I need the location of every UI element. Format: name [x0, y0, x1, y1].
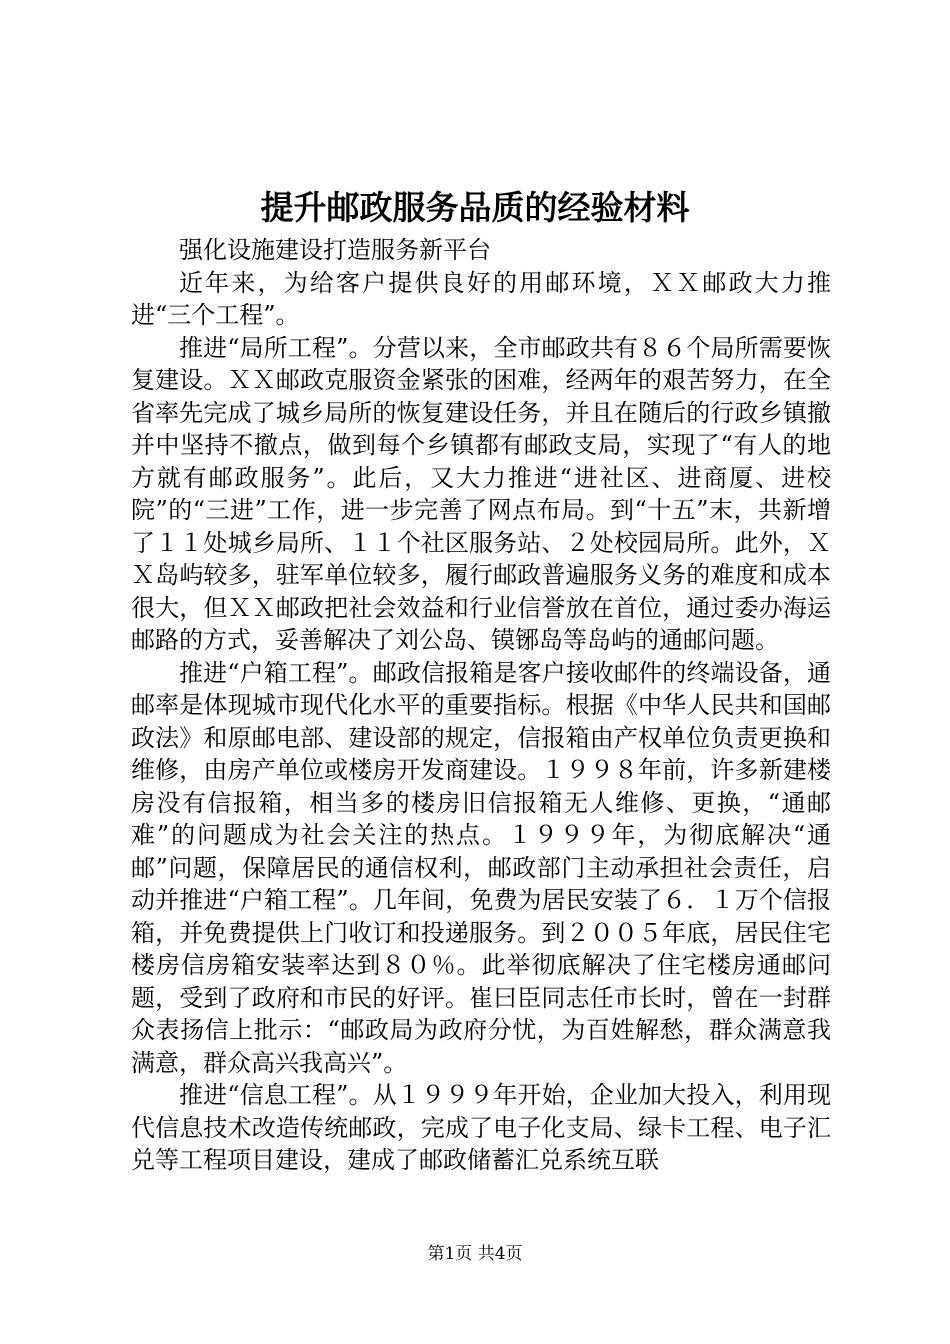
document-title: 提升邮政服务品质的经验材料	[260, 188, 690, 227]
paragraph: 推进“信息工程”。从１９９９年开始，企业加大投入，利用现代信息技术改造传统邮政，完成了电子化支局、绿卡工程、电子汇兑等工程项目建设，建成了邮政储蓄汇兑系统互联	[131, 1081, 831, 1174]
section-heading: 强化设施建设打造服务新平台	[179, 236, 491, 264]
document-body	[131, 234, 831, 1177]
paragraph: 推进“局所工程”。分营以来，全市邮政共有８６个局所需要恢复建设。ＸＸ邮政克服资金紧张的困难，经两年的艰苦努力，在全省率先完成了城乡局所的恢复建设任务，并且在随后的行政乡镇撤并中坚持不撤点，做到每个乡镇都有邮政支局，实现了“有人的地方就有邮政服务”。此后，又大力推进“进社区、进商厦、进校院”的“三进”工作，进一步完善了网点布局。到“十五”末，共新增了１１处城乡局所、１１个社区服务站、２处校园局所。此外，ＸＸ岛屿较多，驻军单位较多，履行邮政普遍服务义务的难度和成本很大，但ＸＸ邮政把社会效益和行业信誉放在首位，通过委办海运邮路的方式，妥善解决了刘公岛、镆铘岛等岛屿的通邮问题。	[131, 333, 831, 654]
paragraph: 近年来，为给客户提供良好的用邮环境，ＸＸ邮政大力推进“三个工程”。	[131, 268, 831, 329]
page-number-footer: 第1页 共4页	[427, 1244, 523, 1264]
paragraph: 推进“户箱工程”。邮政信报箱是客户接收邮件的终端设备，通邮率是体现城市现代化水平的重要指标。根据《中华人民共和国邮政法》和原邮电部、建设部的规定，信报箱由产权单位负责更换和维修，由房产单位或楼房开发商建设。１９９８年前，许多新建楼房没有信报箱，相当多的楼房旧信报箱无人维修、更换，“通邮难”的问题成为社会关注的热点。１９９９年，为彻底解决“通邮”问题，保障居民的通信权利，邮政部门主动承担社会责任，启动并推进“户箱工程”。几年间，免费为居民安装了６．１万个信报箱，并免费提供上门收订和投递服务。到２００５年底，居民住宅楼房信房箱安装率达到８０％。此举彻底解决了住宅楼房通邮问题，受到了政府和市民的好评。崔曰臣同志任市长时，曾在一封群众表扬信上批示：“邮政局为政府分忧，为百姓解愁，群众满意我满意，群众高兴我高兴”。	[131, 658, 831, 1077]
